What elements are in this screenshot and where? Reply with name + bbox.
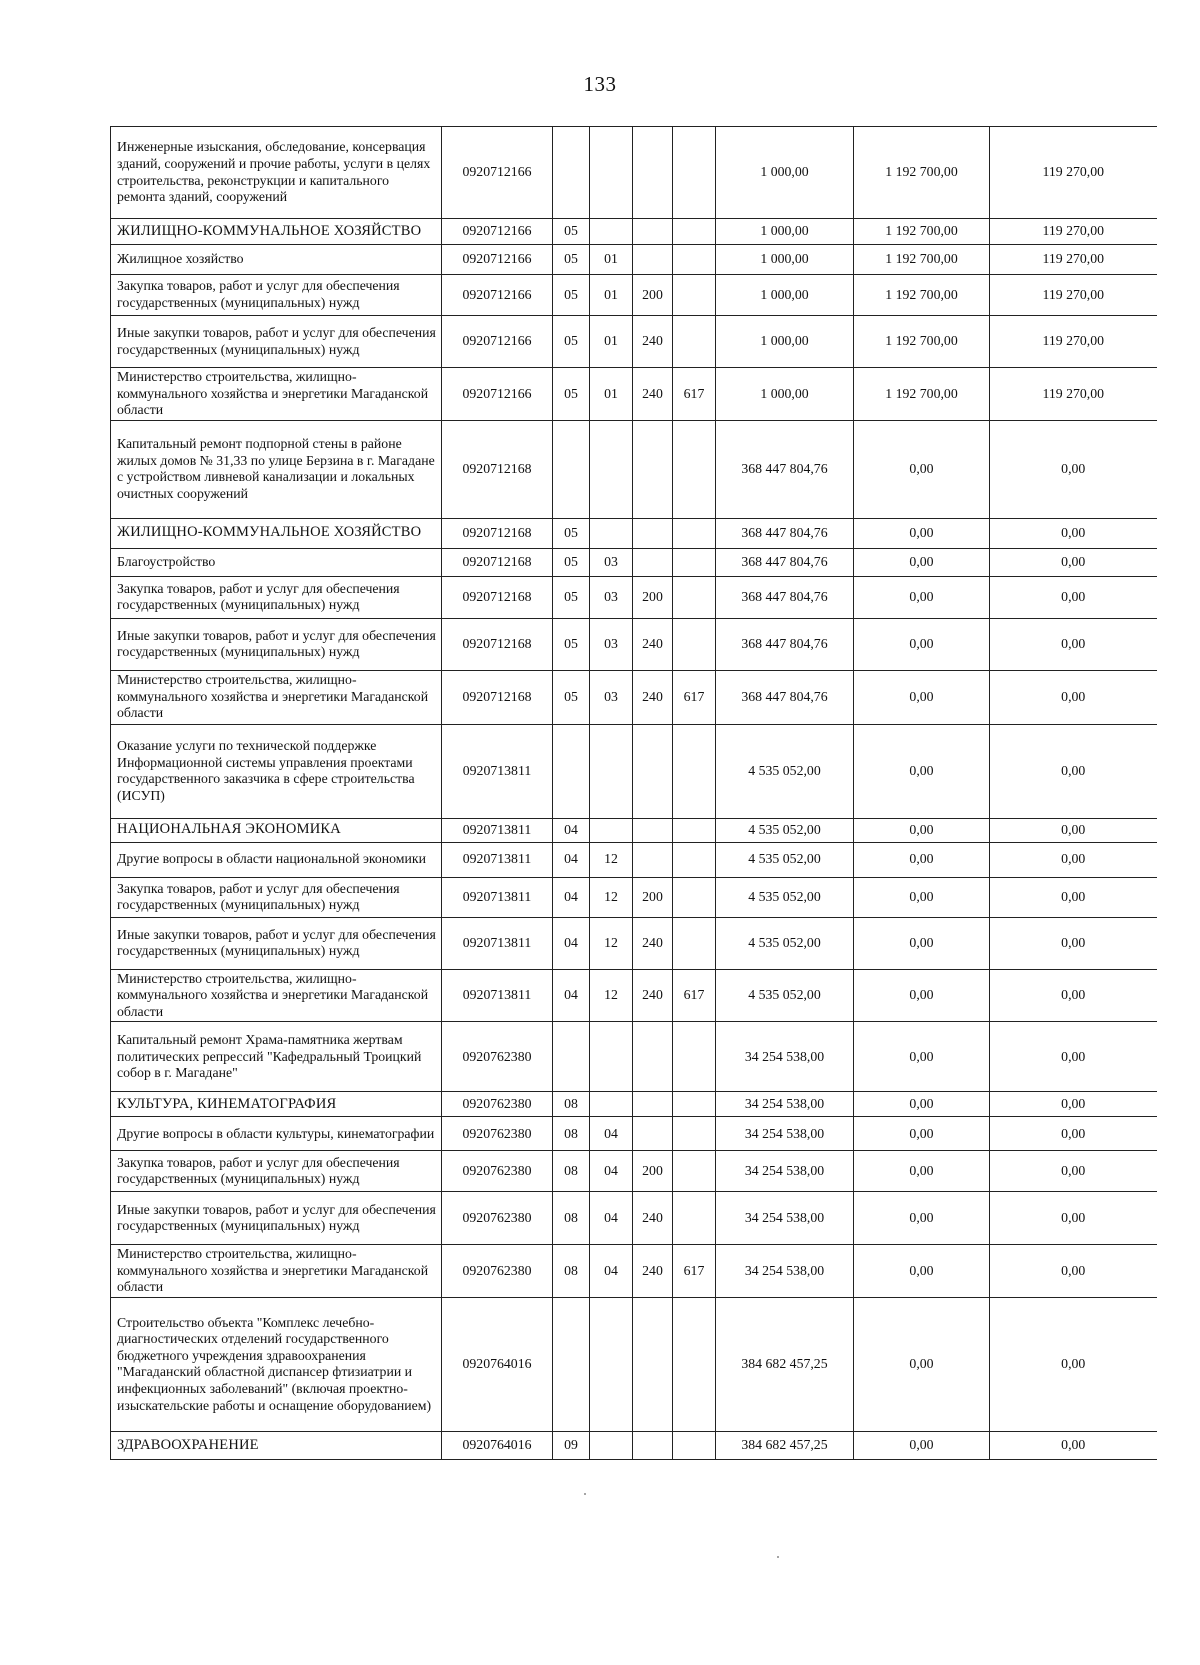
row-subsection-code: 04: [590, 1192, 633, 1245]
row-name: Министерство строительства, жилищно-коммунального хозяйства и энергетики Магаданской области: [111, 969, 442, 1022]
row-target-article: 0920713811: [442, 724, 553, 818]
row-target-article: 0920713811: [442, 818, 553, 842]
row-amount-year-2: 0,00: [854, 576, 990, 618]
table-row: [111, 127, 1157, 219]
row-amount-year-1: 1 000,00: [716, 368, 854, 421]
row-name: Жилищное хозяйство: [111, 245, 442, 275]
row-amount-year-2: 0,00: [854, 420, 990, 518]
row-target-article: 0920762380: [442, 1092, 553, 1117]
row-amount-year-3: 0,00: [990, 917, 1157, 969]
row-subsection-code: 01: [590, 275, 633, 316]
row-target-article: 0920712168: [442, 576, 553, 618]
row-amount-year-2: 0,00: [854, 1297, 990, 1431]
row-target-article: 0920712168: [442, 420, 553, 518]
table-row: [111, 368, 1157, 421]
row-expense-type: [633, 1022, 673, 1092]
row-expense-type: 240: [633, 1245, 673, 1298]
row-amount-year-3: 119 270,00: [990, 127, 1157, 219]
row-amount-year-2: 0,00: [854, 1192, 990, 1245]
row-target-article: 0920712168: [442, 618, 553, 670]
row-amount-year-3: 0,00: [990, 1297, 1157, 1431]
table-row: [111, 1022, 1157, 1092]
row-subsection-code: [590, 1297, 633, 1431]
row-name: Другие вопросы в области национальной экономики: [111, 842, 442, 877]
row-subsection-code: [590, 818, 633, 842]
row-expense-type: [633, 724, 673, 818]
table-row: [111, 842, 1157, 877]
row-section-code: [553, 420, 590, 518]
row-name: Оказание услуги по технической поддержке Информационной системы управления проектами государственного заказчика в сфере строительства (ИСУП): [111, 724, 442, 818]
row-expense-type: [633, 1117, 673, 1151]
table-row-section: [111, 1092, 1157, 1117]
row-amount-year-3: 0,00: [990, 842, 1157, 877]
row-budget-admin-code: [673, 1192, 716, 1245]
row-section-code: 05: [553, 576, 590, 618]
row-target-article: 0920762380: [442, 1117, 553, 1151]
row-section-code: 05: [553, 245, 590, 275]
row-amount-year-1: 34 254 538,00: [716, 1245, 854, 1298]
row-target-article: 0920712168: [442, 548, 553, 576]
row-target-article: 0920712168: [442, 518, 553, 548]
row-amount-year-2: 0,00: [854, 842, 990, 877]
row-expense-type: [633, 219, 673, 245]
row-budget-admin-code: [673, 275, 716, 316]
row-expense-type: [633, 518, 673, 548]
row-budget-admin-code: 617: [673, 969, 716, 1022]
row-name: Закупка товаров, работ и услуг для обеспечения государственных (муниципальных) нужд: [111, 576, 442, 618]
row-amount-year-2: 0,00: [854, 877, 990, 917]
table-row: [111, 548, 1157, 576]
table-row-section: [111, 518, 1157, 548]
row-expense-type: 200: [633, 275, 673, 316]
row-amount-year-1: 384 682 457,25: [716, 1431, 854, 1459]
table-row-section: [111, 219, 1157, 245]
row-budget-admin-code: [673, 1431, 716, 1459]
row-budget-admin-code: [673, 219, 716, 245]
row-expense-type: 200: [633, 1151, 673, 1192]
row-budget-admin-code: [673, 245, 716, 275]
row-amount-year-2: 1 192 700,00: [854, 368, 990, 421]
row-section-code: 08: [553, 1192, 590, 1245]
row-amount-year-2: 1 192 700,00: [854, 219, 990, 245]
row-subsection-code: [590, 724, 633, 818]
row-expense-type: 240: [633, 368, 673, 421]
row-subsection-code: [590, 1092, 633, 1117]
row-amount-year-3: 0,00: [990, 969, 1157, 1022]
row-name: Министерство строительства, жилищно-коммунального хозяйства и энергетики Магаданской области: [111, 368, 442, 421]
row-section-code: [553, 1022, 590, 1092]
row-subsection-code: 04: [590, 1245, 633, 1298]
row-amount-year-3: 0,00: [990, 1092, 1157, 1117]
row-name: Министерство строительства, жилищно-коммунального хозяйства и энергетики Магаданской области: [111, 1245, 442, 1298]
row-name: Закупка товаров, работ и услуг для обеспечения государственных (муниципальных) нужд: [111, 1151, 442, 1192]
row-name: Министерство строительства, жилищно-коммунального хозяйства и энергетики Магаданской области: [111, 670, 442, 724]
row-section-code: 05: [553, 548, 590, 576]
row-amount-year-1: 1 000,00: [716, 219, 854, 245]
row-amount-year-1: 4 535 052,00: [716, 917, 854, 969]
row-budget-admin-code: [673, 724, 716, 818]
row-amount-year-3: 0,00: [990, 670, 1157, 724]
row-amount-year-2: 0,00: [854, 1431, 990, 1459]
page-number: 133: [583, 72, 617, 96]
row-budget-admin-code: [673, 316, 716, 368]
row-subsection-code: 12: [590, 842, 633, 877]
row-target-article: 0920764016: [442, 1431, 553, 1459]
row-section-code: 08: [553, 1151, 590, 1192]
row-name: Иные закупки товаров, работ и услуг для обеспечения государственных (муниципальных) нужд: [111, 917, 442, 969]
row-subsection-code: 01: [590, 245, 633, 275]
row-section-code: 08: [553, 1092, 590, 1117]
row-amount-year-3: 0,00: [990, 618, 1157, 670]
row-amount-year-2: 0,00: [854, 518, 990, 548]
row-section-code: [553, 127, 590, 219]
row-budget-admin-code: 617: [673, 670, 716, 724]
row-target-article: 0920712168: [442, 670, 553, 724]
row-subsection-code: 04: [590, 1151, 633, 1192]
row-budget-admin-code: [673, 420, 716, 518]
row-name: Закупка товаров, работ и услуг для обеспечения государственных (муниципальных) нужд: [111, 275, 442, 316]
row-target-article: 0920712166: [442, 316, 553, 368]
row-amount-year-3: 0,00: [990, 724, 1157, 818]
row-amount-year-2: 0,00: [854, 917, 990, 969]
row-budget-admin-code: [673, 548, 716, 576]
row-expense-type: 200: [633, 877, 673, 917]
row-budget-admin-code: [673, 576, 716, 618]
table-row: [111, 576, 1157, 618]
row-subsection-code: 01: [590, 368, 633, 421]
row-amount-year-3: 119 270,00: [990, 368, 1157, 421]
row-name: Инженерные изыскания, обследование, консервация зданий, сооружений и прочие работы, услуги в целях строительства, реконструкции и капитального ремонта зданий, сооружений: [111, 127, 442, 219]
row-name: НАЦИОНАЛЬНАЯ ЭКОНОМИКА: [111, 818, 442, 842]
row-section-code: 05: [553, 618, 590, 670]
row-amount-year-3: 119 270,00: [990, 245, 1157, 275]
row-section-code: 04: [553, 842, 590, 877]
row-amount-year-1: 368 447 804,76: [716, 670, 854, 724]
table-row: [111, 420, 1157, 518]
row-budget-admin-code: [673, 127, 716, 219]
row-amount-year-3: 0,00: [990, 548, 1157, 576]
row-amount-year-2: 1 192 700,00: [854, 127, 990, 219]
row-amount-year-3: 0,00: [990, 420, 1157, 518]
table-row: [111, 1117, 1157, 1151]
row-target-article: 0920712166: [442, 368, 553, 421]
row-name: Иные закупки товаров, работ и услуг для обеспечения государственных (муниципальных) нужд: [111, 1192, 442, 1245]
row-section-code: 08: [553, 1245, 590, 1298]
row-name: ЖИЛИЩНО-КОММУНАЛЬНОЕ ХОЗЯЙСТВО: [111, 219, 442, 245]
row-target-article: 0920712166: [442, 245, 553, 275]
table-body: [111, 127, 1157, 1460]
row-amount-year-2: 1 192 700,00: [854, 316, 990, 368]
row-expense-type: [633, 420, 673, 518]
row-amount-year-3: 0,00: [990, 1151, 1157, 1192]
row-amount-year-2: 0,00: [854, 1117, 990, 1151]
row-subsection-code: 01: [590, 316, 633, 368]
row-section-code: 05: [553, 275, 590, 316]
row-amount-year-1: 4 535 052,00: [716, 877, 854, 917]
row-amount-year-2: 0,00: [854, 618, 990, 670]
row-subsection-code: [590, 219, 633, 245]
row-subsection-code: 03: [590, 548, 633, 576]
row-amount-year-1: 34 254 538,00: [716, 1192, 854, 1245]
row-name: Строительство объекта "Комплекс лечебно-диагностических отделений государственного бюджетного учреждения здравоохранения "Магаданский областной диспансер фтизиатрии и инфекционных заболеваний" (включая проектно-изыскательские работы и оснащение оборудованием): [111, 1297, 442, 1431]
row-section-code: 05: [553, 219, 590, 245]
row-amount-year-1: 1 000,00: [716, 245, 854, 275]
row-expense-type: 240: [633, 618, 673, 670]
row-amount-year-1: 34 254 538,00: [716, 1151, 854, 1192]
row-expense-type: [633, 842, 673, 877]
row-amount-year-2: 1 192 700,00: [854, 245, 990, 275]
row-expense-type: [633, 1431, 673, 1459]
row-amount-year-3: 0,00: [990, 1245, 1157, 1298]
row-amount-year-1: 34 254 538,00: [716, 1117, 854, 1151]
row-name: Иные закупки товаров, работ и услуг для обеспечения государственных (муниципальных) нужд: [111, 316, 442, 368]
row-amount-year-3: 119 270,00: [990, 275, 1157, 316]
row-subsection-code: 12: [590, 877, 633, 917]
row-section-code: [553, 724, 590, 818]
row-amount-year-1: 4 535 052,00: [716, 842, 854, 877]
row-target-article: 0920762380: [442, 1192, 553, 1245]
row-name: ЗДРАВООХРАНЕНИЕ: [111, 1431, 442, 1459]
row-subsection-code: 12: [590, 969, 633, 1022]
scan-speck: [584, 1493, 586, 1495]
row-amount-year-1: 368 447 804,76: [716, 420, 854, 518]
table-row: [111, 618, 1157, 670]
row-name: Иные закупки товаров, работ и услуг для обеспечения государственных (муниципальных) нужд: [111, 618, 442, 670]
row-amount-year-3: 0,00: [990, 518, 1157, 548]
row-budget-admin-code: 617: [673, 1245, 716, 1298]
table-row: [111, 1192, 1157, 1245]
row-expense-type: 240: [633, 917, 673, 969]
table-row-section: [111, 818, 1157, 842]
row-amount-year-2: 0,00: [854, 724, 990, 818]
row-name: Закупка товаров, работ и услуг для обеспечения государственных (муниципальных) нужд: [111, 877, 442, 917]
row-amount-year-1: 4 535 052,00: [716, 818, 854, 842]
row-target-article: 0920762380: [442, 1151, 553, 1192]
row-target-article: 0920713811: [442, 969, 553, 1022]
row-amount-year-1: 1 000,00: [716, 316, 854, 368]
row-amount-year-3: 0,00: [990, 1192, 1157, 1245]
row-target-article: 0920713811: [442, 877, 553, 917]
row-target-article: 0920712166: [442, 127, 553, 219]
row-budget-admin-code: [673, 877, 716, 917]
row-name: КУЛЬТУРА, КИНЕМАТОГРАФИЯ: [111, 1092, 442, 1117]
budget-table: [110, 126, 1157, 1460]
row-subsection-code: [590, 127, 633, 219]
row-amount-year-1: 1 000,00: [716, 127, 854, 219]
row-amount-year-2: 0,00: [854, 1092, 990, 1117]
row-section-code: 05: [553, 518, 590, 548]
row-expense-type: 200: [633, 576, 673, 618]
row-budget-admin-code: [673, 618, 716, 670]
table-row: [111, 1151, 1157, 1192]
table-row: [111, 877, 1157, 917]
row-name: Капитальный ремонт Храма-памятника жертвам политических репрессий "Кафедральный Троицкий собор в г. Магадане": [111, 1022, 442, 1092]
scan-speck: [777, 1556, 779, 1558]
row-budget-admin-code: 617: [673, 368, 716, 421]
row-amount-year-3: 0,00: [990, 877, 1157, 917]
row-subsection-code: 12: [590, 917, 633, 969]
row-subsection-code: 03: [590, 670, 633, 724]
row-expense-type: 240: [633, 1192, 673, 1245]
row-expense-type: [633, 127, 673, 219]
row-target-article: 0920712166: [442, 275, 553, 316]
row-amount-year-2: 0,00: [854, 1151, 990, 1192]
row-amount-year-2: 0,00: [854, 670, 990, 724]
row-subsection-code: 03: [590, 618, 633, 670]
row-amount-year-2: 0,00: [854, 1245, 990, 1298]
table-row: [111, 670, 1157, 724]
table-row: [111, 969, 1157, 1022]
row-name: ЖИЛИЩНО-КОММУНАЛЬНОЕ ХОЗЯЙСТВО: [111, 518, 442, 548]
row-amount-year-1: 1 000,00: [716, 275, 854, 316]
row-section-code: 04: [553, 877, 590, 917]
row-amount-year-2: 1 192 700,00: [854, 275, 990, 316]
row-subsection-code: [590, 420, 633, 518]
row-expense-type: 240: [633, 969, 673, 1022]
table-row: [111, 917, 1157, 969]
row-subsection-code: [590, 518, 633, 548]
row-target-article: 0920713811: [442, 917, 553, 969]
row-amount-year-1: 4 535 052,00: [716, 969, 854, 1022]
table-row: [111, 275, 1157, 316]
table-row: [111, 724, 1157, 818]
row-name: Благоустройство: [111, 548, 442, 576]
row-section-code: 05: [553, 368, 590, 421]
row-expense-type: [633, 1297, 673, 1431]
row-amount-year-3: 0,00: [990, 1022, 1157, 1092]
row-subsection-code: [590, 1431, 633, 1459]
row-amount-year-2: 0,00: [854, 969, 990, 1022]
table-row: [111, 1297, 1157, 1431]
row-target-article: 0920762380: [442, 1245, 553, 1298]
row-amount-year-3: 119 270,00: [990, 316, 1157, 368]
row-amount-year-3: 0,00: [990, 1431, 1157, 1459]
row-budget-admin-code: [673, 518, 716, 548]
row-name: Другие вопросы в области культуры, кинематографии: [111, 1117, 442, 1151]
row-amount-year-3: 119 270,00: [990, 219, 1157, 245]
row-expense-type: [633, 1092, 673, 1117]
row-section-code: 04: [553, 917, 590, 969]
row-amount-year-1: 368 447 804,76: [716, 576, 854, 618]
row-amount-year-3: 0,00: [990, 818, 1157, 842]
row-budget-admin-code: [673, 1092, 716, 1117]
row-section-code: 05: [553, 670, 590, 724]
row-expense-type: [633, 245, 673, 275]
row-section-code: [553, 1297, 590, 1431]
row-budget-admin-code: [673, 917, 716, 969]
row-amount-year-3: 0,00: [990, 1117, 1157, 1151]
row-subsection-code: 04: [590, 1117, 633, 1151]
row-budget-admin-code: [673, 1297, 716, 1431]
row-amount-year-2: 0,00: [854, 1022, 990, 1092]
row-amount-year-3: 0,00: [990, 576, 1157, 618]
table-row-section: [111, 1431, 1157, 1459]
row-budget-admin-code: [673, 1022, 716, 1092]
row-amount-year-1: 384 682 457,25: [716, 1297, 854, 1431]
row-section-code: 09: [553, 1431, 590, 1459]
row-target-article: 0920713811: [442, 842, 553, 877]
row-target-article: 0920764016: [442, 1297, 553, 1431]
row-name: Капитальный ремонт подпорной стены в районе жилых домов № 31,33 по улице Берзина в г. Магадане с устройством ливневой канализации и локальных очистных сооружений: [111, 420, 442, 518]
row-amount-year-2: 0,00: [854, 818, 990, 842]
table-row: [111, 245, 1157, 275]
row-budget-admin-code: [673, 1151, 716, 1192]
row-budget-admin-code: [673, 818, 716, 842]
row-amount-year-1: 368 447 804,76: [716, 548, 854, 576]
row-subsection-code: 03: [590, 576, 633, 618]
row-expense-type: [633, 548, 673, 576]
row-amount-year-2: 0,00: [854, 548, 990, 576]
row-expense-type: 240: [633, 670, 673, 724]
row-expense-type: 240: [633, 316, 673, 368]
row-amount-year-1: 34 254 538,00: [716, 1092, 854, 1117]
row-target-article: 0920712166: [442, 219, 553, 245]
row-subsection-code: [590, 1022, 633, 1092]
row-budget-admin-code: [673, 1117, 716, 1151]
row-amount-year-1: 368 447 804,76: [716, 618, 854, 670]
row-section-code: 04: [553, 969, 590, 1022]
row-section-code: 05: [553, 316, 590, 368]
row-budget-admin-code: [673, 842, 716, 877]
row-section-code: 08: [553, 1117, 590, 1151]
row-section-code: 04: [553, 818, 590, 842]
row-target-article: 0920762380: [442, 1022, 553, 1092]
row-amount-year-1: 34 254 538,00: [716, 1022, 854, 1092]
table-row: [111, 1245, 1157, 1298]
row-amount-year-1: 4 535 052,00: [716, 724, 854, 818]
row-expense-type: [633, 818, 673, 842]
table-row: [111, 316, 1157, 368]
row-amount-year-1: 368 447 804,76: [716, 518, 854, 548]
